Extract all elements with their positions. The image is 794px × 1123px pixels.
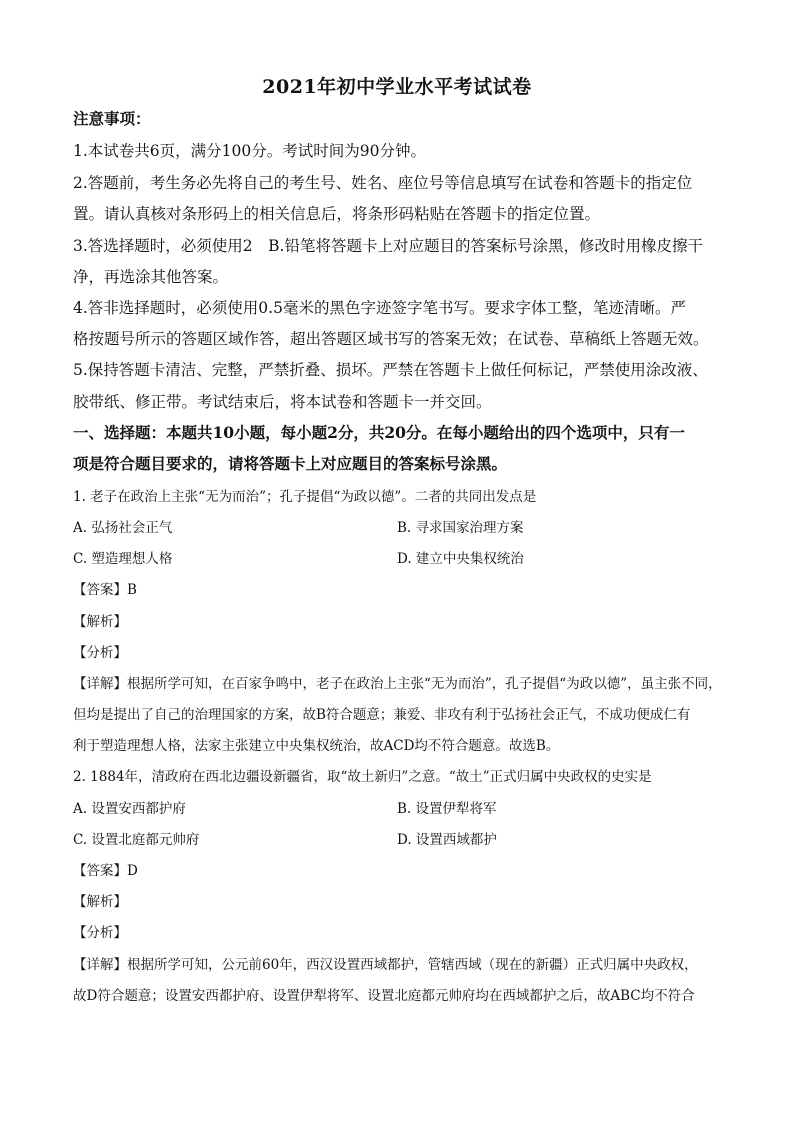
notice-line-6: 4.答非选择题时，必须使用0.5毫米的黑色字迹签字笔书写。要求字体工整，笔迹清晰。严 bbox=[73, 299, 686, 317]
question-1-fenxi: 【分析】 bbox=[73, 645, 127, 661]
notice-line-3: 置。请认真核对条形码上的相关信息后，将条形码粘贴在答题卡的指定位置。 bbox=[73, 205, 601, 223]
exam-title: 2021年初中学业水平考试试卷 bbox=[262, 76, 532, 98]
question-1-option-b: B. 寻求国家治理方案 bbox=[397, 520, 524, 536]
notice-line-9: 胶带纸、修正带。考试结束后，将本试卷和答题卡一并交回。 bbox=[73, 393, 492, 411]
question-2-answer: 【答案】D bbox=[73, 863, 138, 879]
notice-line-4: 3.答选择题时，必须使用2 B.铅笔将答题卡上对应题目的答案标号涂黑，修改时用橡皮擦干 bbox=[73, 237, 703, 255]
question-1-detail-line-2: 但均是提出了自己的治理国家的方案，故B符合题意；兼爱、非攻有利于弘扬社会正气，不成功便成仁有 bbox=[73, 707, 691, 723]
question-1-jiexi: 【解析】 bbox=[73, 614, 127, 630]
section-heading-line-2: 项是符合题目要求的，请将答题卡上对应题目的答案标号涂黑。 bbox=[73, 454, 508, 473]
notice-line-1: 1.本试卷共6页，满分100分。考试时间为90分钟。 bbox=[73, 142, 426, 160]
question-2-fenxi: 【分析】 bbox=[73, 925, 127, 941]
question-1-detail-line-1: 【详解】根据所学可知，在百家争鸣中，老子在政治上主张“无为而治”，孔子提倡“为政以德”，虽主张不同， bbox=[73, 676, 722, 692]
section-heading-line-1: 一、选择题：本题共10小题，每小题2分，共20分。在每小题给出的四个选项中，只有一 bbox=[73, 423, 685, 442]
question-2-detail-line-2: 故D符合题意；设置安西都护府、设置伊犁将军、设置北庭都元帅府均在西域都护之后，故ABC均不符合 bbox=[73, 988, 695, 1004]
question-1-stem: 1. 老子在政治上主张“无为而治”；孔子提倡“为政以德”。二者的共同出发点是 bbox=[73, 489, 537, 505]
question-1-detail-line-3: 利于塑造理想人格，法家主张建立中央集权统治，故ACD均不符合题意。故选B。 bbox=[73, 738, 560, 754]
question-2-option-a: A. 设置安西都护府 bbox=[73, 801, 186, 817]
question-1-option-a: A. 弘扬社会正气 bbox=[73, 520, 173, 536]
question-1-answer: 【答案】B bbox=[73, 582, 137, 598]
question-2-jiexi: 【解析】 bbox=[73, 894, 127, 910]
question-2-option-c: C. 设置北庭都元帅府 bbox=[73, 832, 200, 848]
question-1-option-d: D. 建立中央集权统治 bbox=[397, 551, 524, 567]
notice-line-5: 净，再选涂其他答案。 bbox=[73, 268, 229, 286]
notice-line-2: 2.答题前，考生务必先将自己的考生号、姓名、座位号等信息填写在试卷和答题卡的指定位 bbox=[73, 174, 693, 192]
notice-line-7: 格按题号所示的答题区域作答，超出答题区域书写的答案无效；在试卷、草稿纸上答题无效。 bbox=[73, 330, 709, 348]
question-2-option-d: D. 设置西域都护 bbox=[397, 832, 497, 848]
question-2-stem: 2. 1884年，清政府在西北边疆设新疆省，取“故土新归”之意。“故土”正式归属中央政权的史实是 bbox=[73, 769, 652, 785]
notice-line-8: 5.保持答题卡清洁、完整，严禁折叠、损坏。严禁在答题卡上做任何标记，严禁使用涂改液、 bbox=[73, 361, 708, 379]
notice-heading: 注意事项： bbox=[73, 109, 151, 128]
question-2-option-b: B. 设置伊犁将军 bbox=[397, 801, 497, 817]
question-1-option-c: C. 塑造理想人格 bbox=[73, 551, 173, 567]
question-2-detail-line-1: 【详解】根据所学可知，公元前60年，西汉设置西域都护，管辖西域（现在的新疆）正式归属中央政权， bbox=[73, 957, 698, 973]
